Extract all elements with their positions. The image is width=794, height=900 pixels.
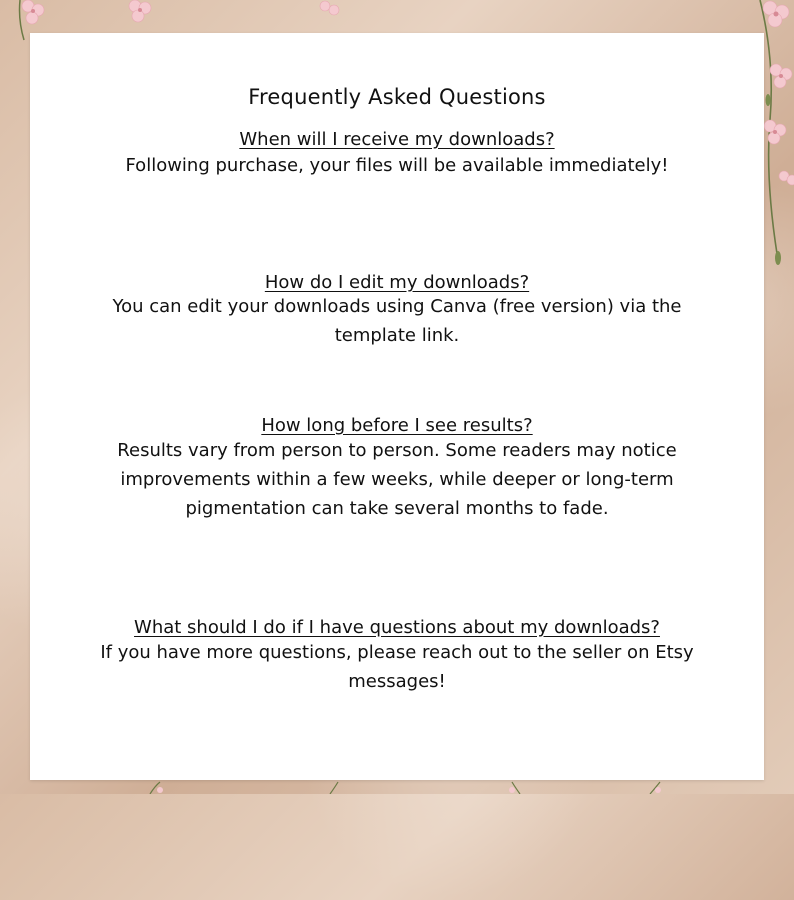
faq-answer: Following purchase, your files will be available immediately! bbox=[125, 155, 669, 176]
faq-question: How long before I see results? bbox=[261, 415, 533, 436]
faq-question: How do I edit my downloads? bbox=[264, 272, 530, 293]
faq-question: What should I do if I have questions about my downloads? bbox=[134, 617, 660, 638]
page-title: Frequently Asked Questions bbox=[248, 85, 546, 109]
faq-answer: Results vary from person to person. Some readers may notice improvements within a few weeks, while deeper or long-term pigmentation can take several months to fade. bbox=[117, 440, 677, 519]
faq-card bbox=[30, 33, 764, 780]
faq-answer: If you have more questions, please reach out to the seller on Etsy messages! bbox=[100, 642, 694, 692]
faq-answer: You can edit your downloads using Canva (free version) via the template link. bbox=[112, 296, 682, 346]
faq-question: When will I receive my downloads? bbox=[239, 129, 555, 150]
